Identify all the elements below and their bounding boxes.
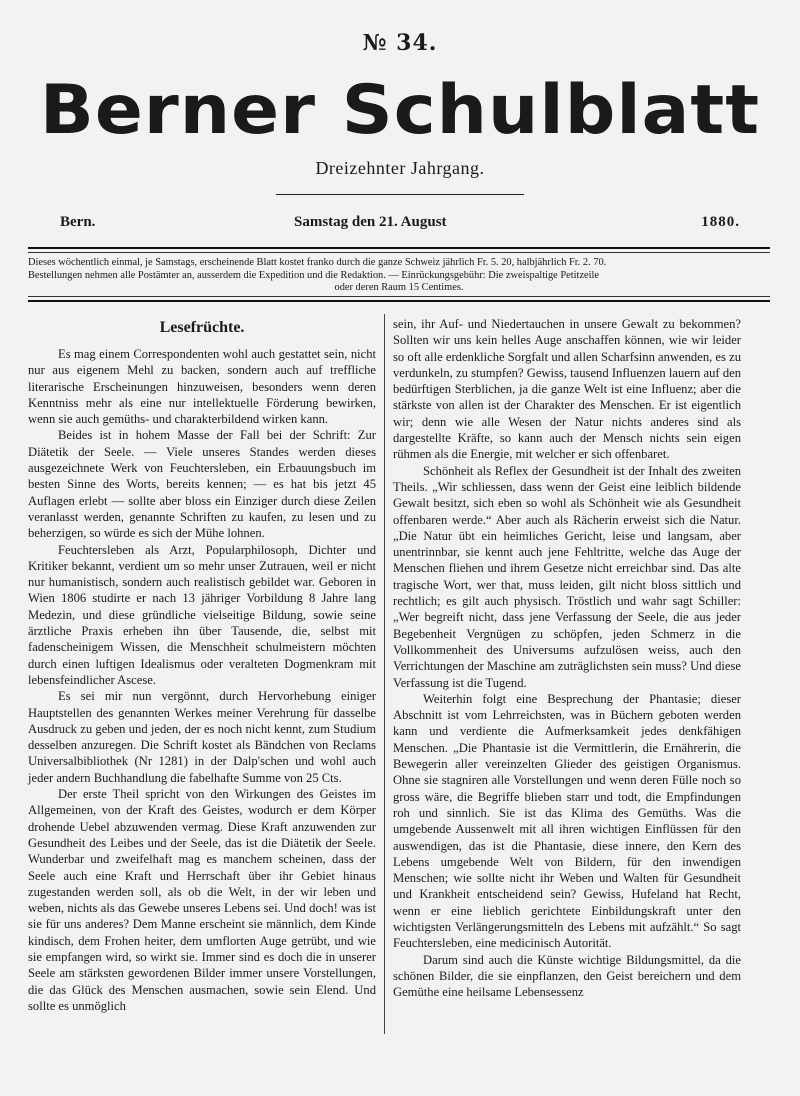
newspaper-title: Berner Schulblatt	[39, 71, 761, 150]
issue-number: № 34.	[362, 30, 438, 56]
dateline-year: 1880.	[701, 214, 740, 230]
paragraph: Weiterhin folgt eine Besprechung der Phantasie; dieser Abschnitt ist vom Lehrreichsten, was in Büchern geboten werden kann und verdiente die Aufmerksamkeit jedes denkfähigen Menschen. „Die Phantasie ist die Vermittlerin, die Ernährerin, die Bewegerin aller vereinzelten Glieder des geistigen Organismus. Ohne sie stagniren alle Vorstellungen und wenn deren Fülle noch so gross wäre, die Begriffe blieben starr und todt, die Empfindungen roh und sinnlich. Sie ist das Klima des Gemüths. Was die umgebende Aussenwelt mit all ihren wichtigen Einflüssen für den auswendigen, das ist die Phantasie, diese innere, den Kern des Lebens umgebende Welt von Bildern, für den inwendigen Menschen; wie sollte nicht ihr Weben und Walten für Gesundheit und Krankheit entscheidend sein? Gewiss, Hufeland hat Recht, wenn er eine lieblich gerichtete Einbildungskraft unter den wichtigsten Verlängerungsmitteln des Lebens mit aufzählt.“ So sagt Feuchtersleben, eine medicinisch Autorität.	[393, 691, 741, 951]
header-rule-top	[28, 247, 770, 249]
subscription-notice	[28, 257, 770, 295]
notice-line: Dieses wöchentlich einmal, je Samstags, erscheinende Blatt kostet franko durch die ganze Schweiz jährlich Fr. 5. 20, halbjährlich Fr. 2. 70.	[28, 257, 607, 268]
header-rule-bottom	[28, 300, 770, 302]
paragraph: Beides ist in hohem Masse der Fall bei der Schrift: Zur Diätetik der Seele. — Viele unseres Standes werden dieses ausgezeichnete Werk von Feuchtersleben, ein Erbauungsbuch im besten Sinne des Worts, bereits kennen; — es hat bis jetzt 45 Auflagen erlebt — sollte aber bloss ein Einziger durch diese Zeilen veranlasst werden, genannte Schriften zu kaufen, zu lesen und zu beherzigen, so würde es sich der Mühe lohnen.	[28, 428, 376, 541]
header-rule-top-thin	[28, 252, 770, 253]
paragraph-continuation: sein, ihr Auf- und Niedertauchen in unsere Gewalt zu bekommen? Sollten wir uns kein helles Auge anschaffen können, wie wir leider so oft alle erdenkliche Sorgfalt und allen Scharfsinn anwenden, es zu verdunkeln, zu stumpfen? Gewiss, tausend Influenzen lauern auf den bedürftigen Sterblichen, ja die ganze Welt ist eine Influenz; aber die stärkste von allen ist der Charakter des Menschen. Er ist eigentlich wir; denn wie alle Wesen der Natur nichts anderes sind als dargestellte Kräfte, so kann auch der Mensch nichts sein eigen rühmen als die Energie, mit welcher er sich offenbaret.	[393, 317, 741, 462]
column-divider	[384, 314, 385, 1034]
dateline-place: Bern.	[60, 214, 96, 230]
paragraph: Es mag einem Correspondenten wohl auch gestattet sein, nicht nur aus eigenem Mehl zu backen, sondern auch auf treffliche literarische Erscheinungen hinzuweisen, besonders wenn deren Kenntniss mehr als eine nur intellektuelle Förderung bewirken, wenn sie auch gemüths- und charakterbildend wirken kann.	[28, 347, 376, 427]
notice-line: Bestellungen nehmen alle Postämter an, ausserdem die Expedition und die Redaktion. — Einrückungsgebühr: Die zweispaltige Petitzeile	[28, 269, 600, 281]
paragraph: Darum sind auch die Künste wichtige Bildungsmittel, da die schönen Bilder, die sie einpflanzen, den Geist bereichern und dem Gemüthe eine heilsame Lebensessenz	[393, 952, 741, 1000]
column-left	[28, 316, 376, 1014]
paragraph: Feuchtersleben als Arzt, Popularphilosoph, Dichter und Kritiker bekannt, verdient um so mehr unser Zutrauen, weil er nicht nur humanistisch, sondern auch realistisch gebildet war. Geboren in Wien 1806 studirte er nach 13 jähriger Vorbildung 8 Jahre lang Medezin, und diese gründliche vielseitige Bildung, sowie seine ärztliche Praxis erheben ihn über Tausende, die, selbst mit fadenscheinigem Wissen, die Menschheit schulmeistern möchten durch einen luftigen Idealismus oder veralteten Dogmenkram mit lebensfeindlicher Ascese.	[28, 542, 376, 687]
title-divider	[276, 194, 524, 195]
paragraph: Schönheit als Reflex der Gesundheit ist der Inhalt des zweiten Theils. „Wir schliessen, dass wenn der Geist eine leiblich bildende Gewalt besitzt, sich eben so wohl als Schönheit wie als Gesundheit offenbaren werde.“ Aber auch als Rächerin erweist sich die Natur. „Die Natur übt ein heimliches Gericht, leise und langsam, aber unentrinnbar, sie kennt auch jene Fehltritte, welche das Auge der Menschen fliehen und ihrem Gesetze nicht erreichbar sind. Das alte tragische Wort, wer that, muss leiden, gilt nicht bloss sittlich und rechtlich; es gilt auch physisch. Tröstlich und wahr sagt Schiller: „Wer begreift nicht, dass jene Verfassung der Seele, die aus jeder Begebenheit Vergnügen zu schöpfen, jeden Schmerz in die Vollkommenheit des Universums aufzulösen weiss, auch den Verrichtungen der Maschine am zuträglichsten sein muss? Und diese Verfassung ist die Tugend.	[393, 463, 741, 690]
header-rule-bottom-thin	[28, 296, 770, 297]
article-heading: Lesefrüchte.	[159, 319, 245, 336]
paragraph: Es sei mir nun vergönnt, durch Hervorhebung einiger Hauptstellen des genannten Werkes meiner Verehrung für dasselbe Ausdruck zu geben und jeden, der es noch nicht kennt, zum Studium desselben anzuregen. Die Schrift kostet als Bändchen von Reclams Universalbibliothek (Nr 1281) in der Dalp'schen und wohl auch jeder andern Buchhandlung die fabelhafte Summe von 25 Cts.	[28, 689, 376, 785]
notice-line: oder deren Raum 15 Centimes.	[334, 282, 464, 293]
column-right	[393, 316, 741, 1000]
volume-subtitle: Dreizehnter Jahrgang.	[315, 158, 485, 178]
paragraph: Der erste Theil spricht von den Wirkungen des Geistes im Allgemeinen, von der Kraft des Geistes, wodurch er dem Körper drohende Uebel abzuwenden vermag. Diese Kraft anzuwenden zur Gesundheit des Leibes und der Seele, das ist die Diätetik der Seele. Wunderbar und zweifelhaft mag es manchem scheinen, dass der Seele auch eine Kraft und Herrschaft über ihr Gebiet hinaus zugestanden werden soll, als ob die Welt, in der wir leben und weben, nichts als das Gewebe unseres Lebens sei. Und doch! was ist sie für uns anderes? Dem Manne erscheint sie männlich, dem Kinde kindisch, dem Frohen heiter, dem umflorten Auge getrübt, und wie sie empfangen wird, so wirkt sie. Immer sind es doch die in unserer Seele am stärksten gewordenen Bilder immer unsere Vorstellungen, die das Glück des Menschen ausmachen, sowie sein Elend. Und sollte es unmöglich	[28, 787, 376, 1013]
dateline	[60, 214, 740, 236]
dateline-date: Samstag den 21. August	[294, 214, 447, 230]
